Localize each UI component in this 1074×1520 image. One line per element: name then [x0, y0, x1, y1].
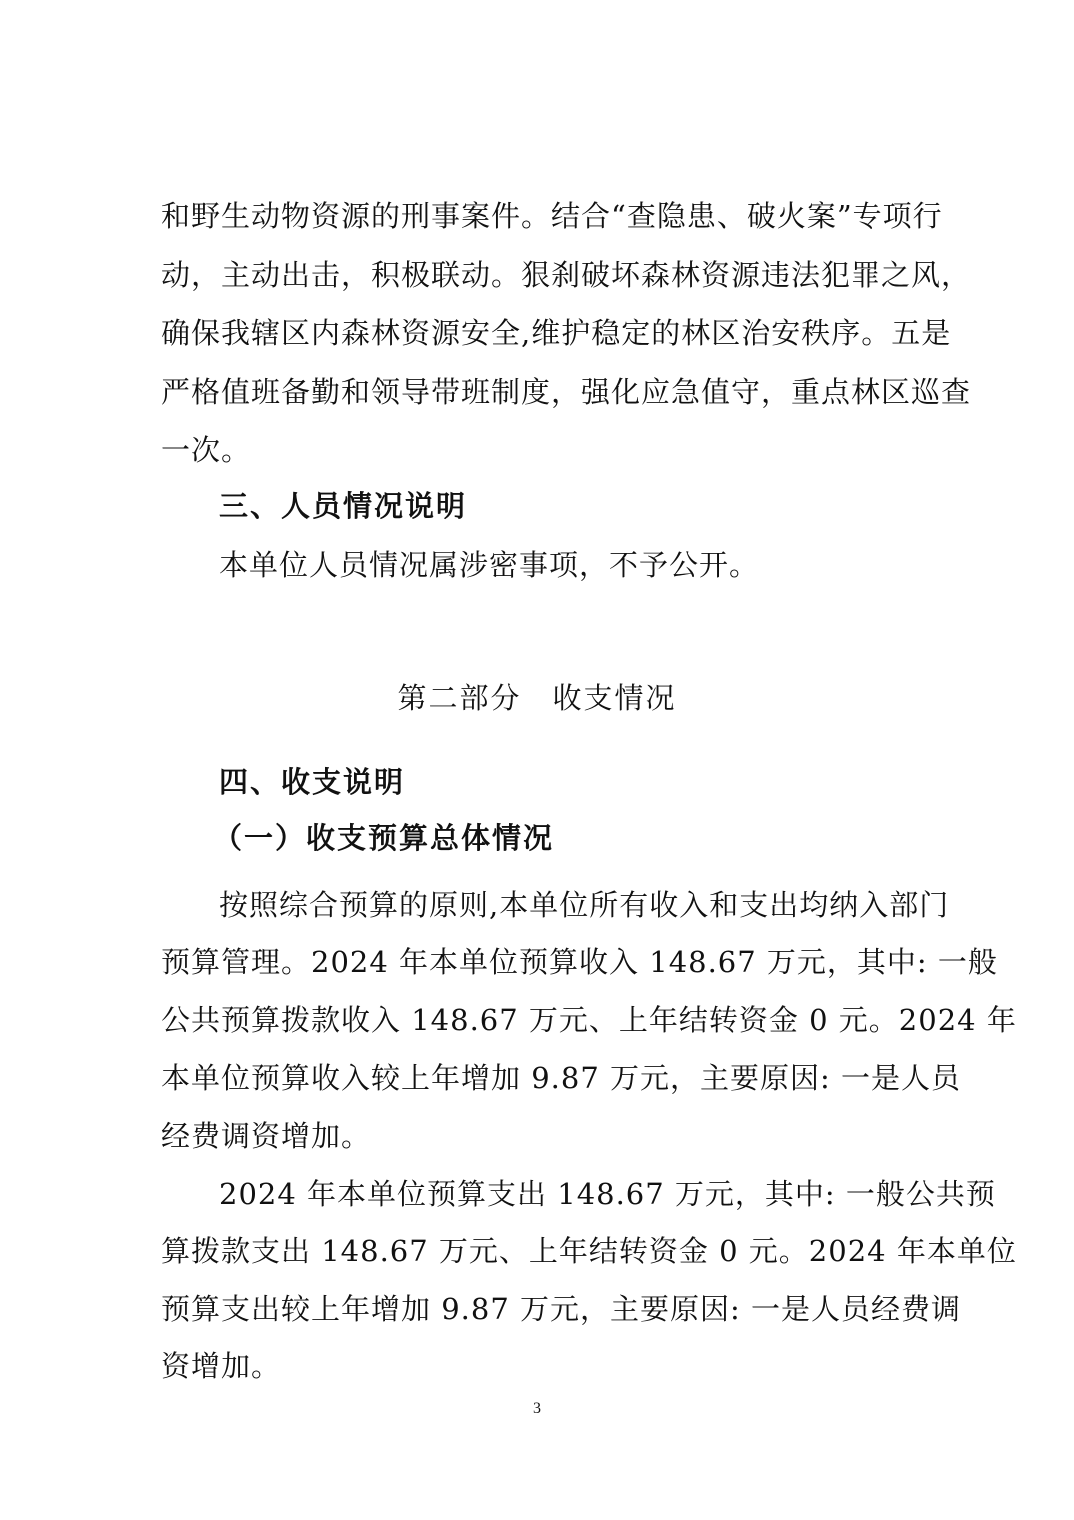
paragraph-line: 公共预算拨款收入 148.67 万元、上年结转资金 0 元。2024 年 [161, 1003, 1017, 1037]
paragraph-line: 资增加。 [161, 1349, 282, 1383]
paragraph-line: 本单位预算收入较上年增加 9.87 万元，主要原因: 一是人员 [161, 1061, 961, 1095]
paragraph-line: 一次。 [161, 433, 252, 467]
paragraph-line: 预算支出较上年增加 9.87 万元，主要原因: 一是人员经费调 [161, 1292, 961, 1326]
paragraph-line: 确保我辖区内森林资源安全,维护稳定的林区治安秩序。五是 [161, 316, 952, 350]
subsection-heading: （一）收支预算总体情况 [213, 821, 555, 855]
paragraph-line: 按照综合预算的原则,本单位所有收入和支出均纳入部门 [219, 888, 950, 922]
paragraph-line: 严格值班备勤和领导带班制度，强化应急值守，重点林区巡查 [161, 375, 972, 409]
section-heading: 三、人员情况说明 [219, 489, 468, 523]
paragraph-line: 动，主动出击，积极联动。狠刹破坏森林资源违法犯罪之风， [161, 258, 972, 292]
paragraph-line: 预算管理。2024 年本单位预算收入 148.67 万元，其中: 一般 [161, 945, 998, 979]
paragraph-line: 算拨款支出 148.67 万元、上年结转资金 0 元。2024 年本单位 [161, 1234, 1017, 1268]
page-number: 3 [533, 1400, 541, 1417]
part-title: 第二部分 收支情况 [397, 681, 677, 715]
paragraph-line: 经费调资增加。 [161, 1119, 372, 1153]
section-text: 本单位人员情况属涉密事项，不予公开。 [219, 548, 760, 582]
paragraph-line: 2024 年本单位预算支出 148.67 万元，其中: 一般公共预 [219, 1177, 996, 1211]
section-heading: 四、收支说明 [219, 765, 406, 799]
paragraph-line: 和野生动物资源的刑事案件。结合“查隐患、破火案”专项行 [161, 199, 943, 233]
